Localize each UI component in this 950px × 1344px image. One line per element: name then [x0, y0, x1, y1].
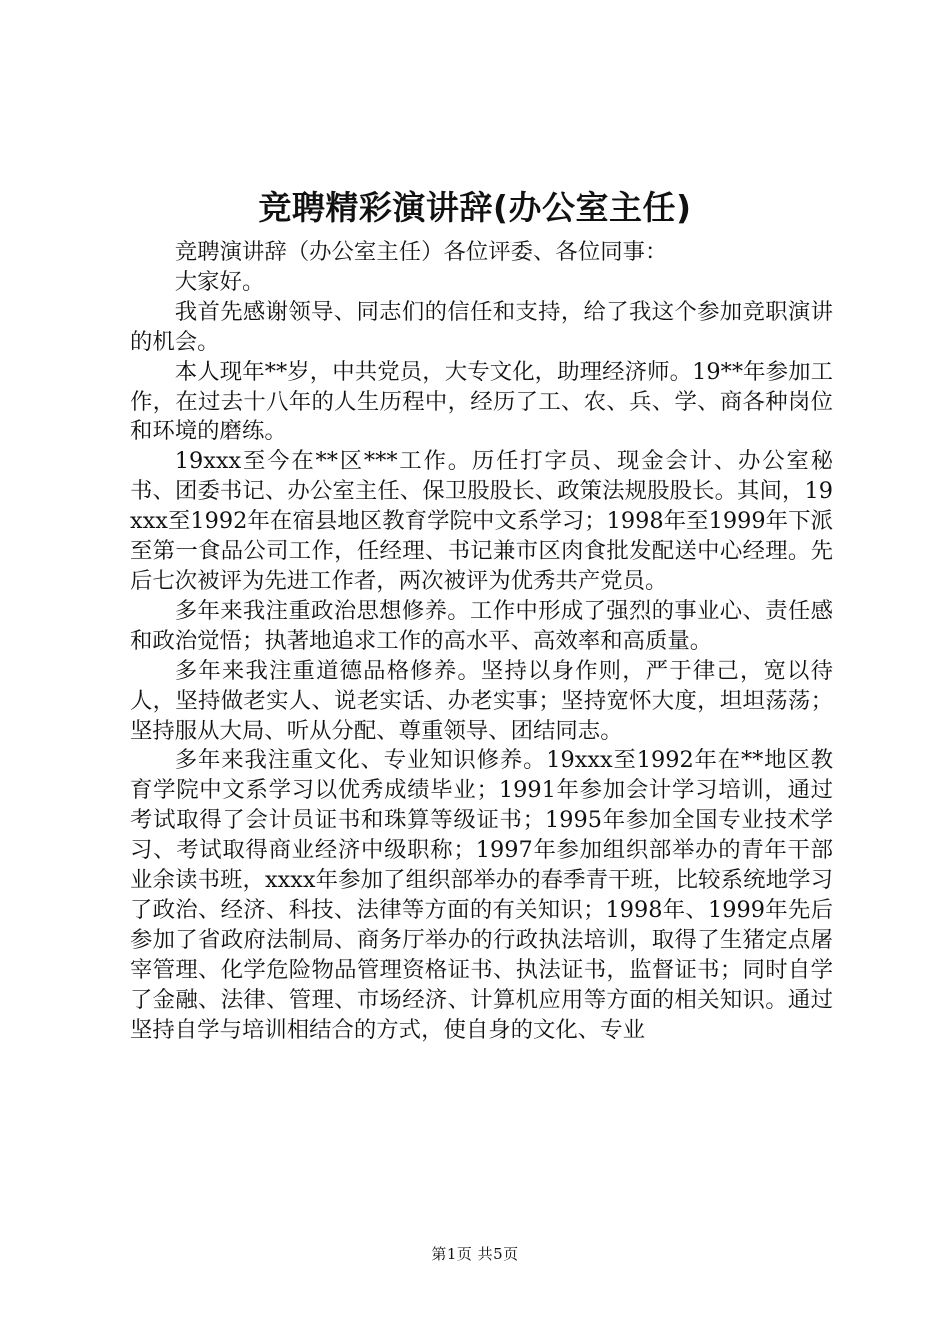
paragraph-hello: 大家好。 [174, 268, 265, 295]
paragraph-professional-cultivation: 多年来我注重文化、专业知识修养。19xxx至1992年在**地区教育学院中文系学习以优秀成绩毕业；1991年参加会计学习培训，通过考试取得了会计员证书和珠算等级证书；1995年参加全国专业技术学习、考试取得商业经济中级职称；1997年参加组织部举办的青年干部业余读书班，xxxx年参加了组织部举办的春季青干班，比较系统地学习了政治、经济、科技、法律等方面的有关知识；1998年、1999年先后参加了省政府法制局、商务厅举办的行政执法培训，取得了生猪定点屠宰管理、化学危险物品管理资格证书、执法证书，监督证书；同时自学了金融、法律、管理、市场经济、计算机应用等方面的相关知识。通过坚持自学与培训相结合的方式，使自身的文化、专业 [130, 747, 833, 1043]
document-body [130, 238, 833, 1045]
paragraph-moral-cultivation: 多年来我注重道德品格修养。坚持以身作则，严于律己，宽以待人，坚持做老实人、说老实话、办老实事；坚持宽怀大度，坦坦荡荡；坚持服从大局、听从分配、尊重领导、团结同志。 [130, 657, 833, 744]
paragraph-political-cultivation: 多年来我注重政治思想修养。工作中形成了强烈的事业心、责任感和政治觉悟；执著地追求工作的高水平、高效率和高质量。 [130, 597, 833, 654]
paragraph-work-history: 19xxx至今在**区***工作。历任打字员、现金会计、办公室秘书、团委书记、办公室主任、保卫股股长、政策法规股股长。其间，19xxx至1992年在宿县地区教育学院中文系学习；1998年至1999年下派至第一食品公司工作，任经理、书记兼市区肉食批发配送中心经理。先后七次被评为先进工作者，两次被评为优秀共产党员。 [130, 448, 833, 594]
paragraph-self-intro: 本人现年**岁，中共党员，大专文化，助理经济师。19**年参加工作，在过去十八年的人生历程中，经历了工、农、兵、学、商各种岗位和环境的磨练。 [130, 358, 833, 445]
page-footer: 第1页 共5页 [431, 1245, 519, 1263]
paragraph-thanks: 我首先感谢领导、同志们的信任和支持，给了我这个参加竞职演讲的机会。 [130, 298, 833, 355]
paragraph-greeting-line: 竞聘演讲辞（办公室主任）各位评委、各位同事： [174, 239, 668, 265]
document-title: 竞聘精彩演讲辞(办公室主任) [258, 188, 692, 227]
